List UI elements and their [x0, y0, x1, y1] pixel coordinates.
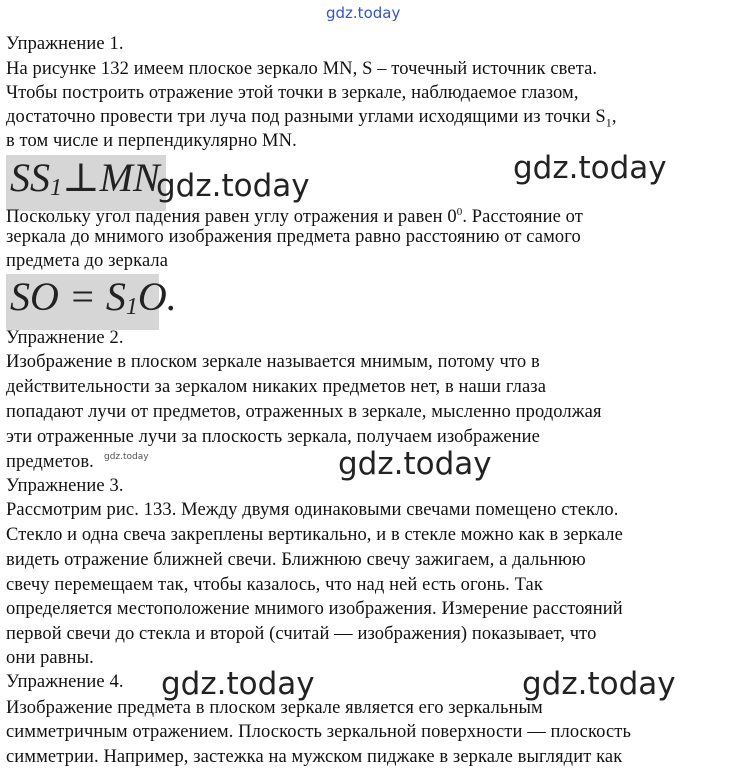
exercise3-line: первой свечи до стекла и второй (считай — изображения) показывает, что	[6, 624, 597, 644]
exercise3-line: определяется местоположение мнимого изображения. Измерение расстояний	[6, 599, 623, 619]
watermark-small: gdz.today	[104, 452, 149, 462]
exercise3-line: они равны.	[6, 648, 94, 668]
exercise3-line: видеть отражение ближней свечи. Ближнюю свечу зажигаем, а дальнюю	[6, 550, 586, 570]
watermark: gdz.today	[522, 666, 676, 702]
exercise1-line: Чтобы построить отражение этой точки в зеркале, наблюдаемое глазом,	[6, 83, 579, 103]
exercise2-line: попадают лучи от предметов, отраженных в зеркале, мысленно продолжая	[6, 402, 602, 422]
exercise1-line-text: достаточно провести три луча под разными углами исходящими из точки S	[6, 107, 606, 127]
exercise1-line: На рисунке 132 имеем плоское зеркало MN, S – точечный источник света.	[6, 59, 598, 79]
exercise3-line: свечу перемещаем так, чтобы казалось, что над ней есть огонь. Так	[6, 575, 543, 595]
paragraph-text: . Расстояние от	[462, 207, 583, 228]
exercise4-heading: Упражнение 4.	[6, 672, 124, 692]
exercise3-heading: Упражнение 3.	[6, 476, 124, 496]
watermark-top: gdz.today	[326, 4, 401, 22]
exercise2-line: предметов.	[6, 452, 94, 472]
formula-distance	[6, 274, 177, 330]
formula-part: SO = S	[10, 274, 126, 319]
paragraph-text: Поскольку угол падения равен углу отражения и равен 0	[6, 207, 457, 228]
watermark: gdz.today	[156, 168, 310, 204]
formula-subscript: 1	[125, 294, 138, 320]
exercise1-line: в том числе и перпендикулярно MN.	[6, 131, 297, 151]
formula-part: SS	[10, 155, 50, 200]
watermark: gdz.today	[161, 666, 315, 702]
exercise3-line: Рассмотрим рис. 133. Между двумя одинаковыми свечами помещено стекло.	[6, 500, 619, 520]
exercise1-heading: Упражнение 1.	[6, 34, 124, 54]
exercise2-line: действительности за зеркалом никаких предметов нет, в наши глаза	[6, 377, 546, 397]
exercise4-line: симметричным отражением. Плоскость зеркальной поверхности — плоскость	[6, 722, 631, 742]
formula-part: ⊥MN	[62, 155, 160, 200]
exercise4-line: симметрии. Например, застежка на мужском пиджаке в зеркале выглядит как	[6, 747, 623, 767]
formula-part: O.	[137, 274, 177, 319]
formula-subscript: 1	[50, 175, 62, 201]
exercise2-line: эти отраженные лучи за плоскость зеркала, получаем изображение	[6, 427, 540, 447]
subscript: 1	[605, 115, 612, 130]
exercise2-heading: Упражнение 2.	[6, 328, 124, 348]
exercise2-line: Изображение в плоском зеркале называется мнимым, потому что в	[6, 352, 540, 372]
exercise4-line: Изображение предмета в плоском зеркале является его зеркальным	[6, 698, 543, 718]
exercise1-paragraph-line: зеркала до мнимого изображения предмета равно расстоянию от самого	[6, 227, 581, 247]
watermark: gdz.today	[338, 446, 492, 482]
exercise1-paragraph-line: предмета до зеркала	[6, 251, 169, 271]
punctuation: ,	[611, 107, 617, 127]
superscript: 0	[456, 206, 463, 218]
watermark: gdz.today	[513, 150, 667, 186]
exercise3-line: Стекло и одна свеча закреплены вертикально, и в стекле можно как в зеркале	[6, 525, 623, 545]
